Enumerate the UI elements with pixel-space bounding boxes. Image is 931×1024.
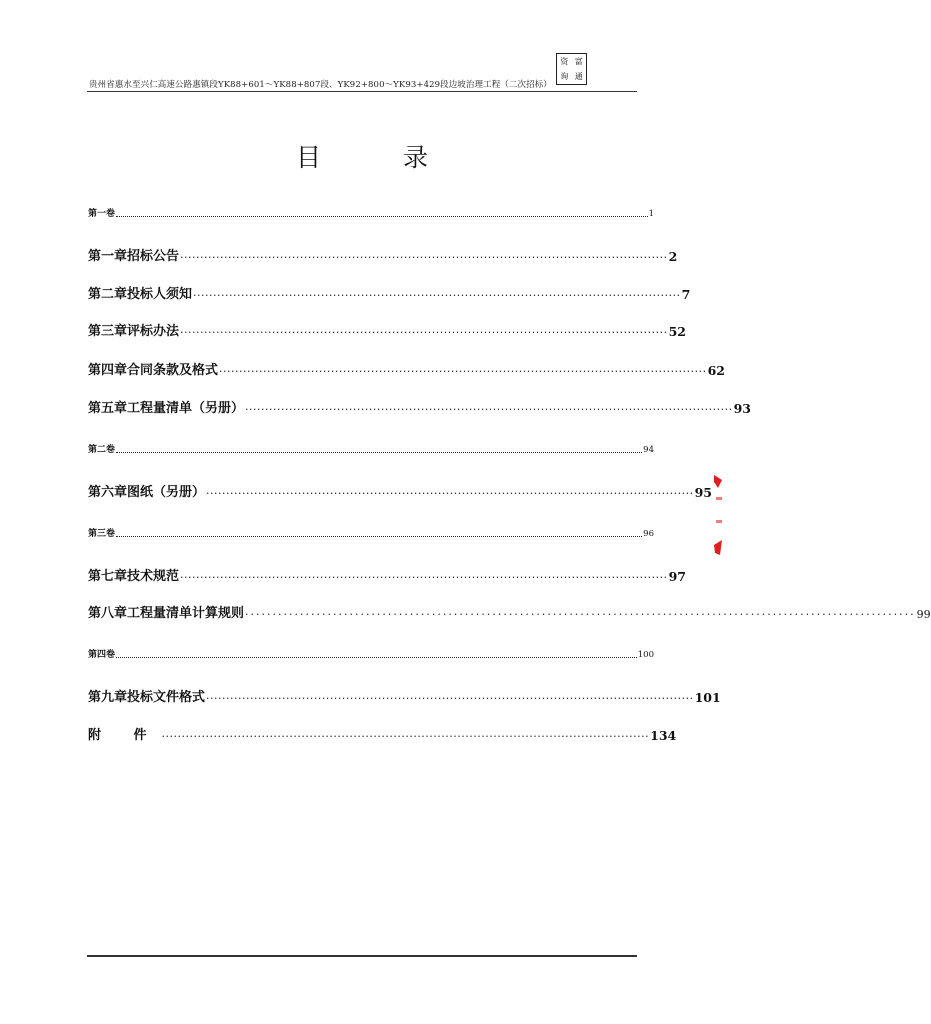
toc-chapter-4[interactable] xyxy=(88,360,726,378)
leader-dots: ·························································································································· xyxy=(245,608,916,621)
toc-chapter-8[interactable] xyxy=(88,603,931,621)
toc-chapter-7[interactable] xyxy=(88,566,687,584)
toc-page: 52 xyxy=(668,324,687,339)
leader-dots: ·························································································································· xyxy=(206,487,694,500)
leader-dots xyxy=(116,528,642,537)
toc-label: 第六章图纸（另册） xyxy=(88,485,206,500)
toc-label: 第一卷 xyxy=(88,209,116,219)
toc-page: 93 xyxy=(733,401,752,416)
toc-label: 第三卷 xyxy=(88,529,116,539)
leader-dots: ·························································································································· xyxy=(219,365,707,378)
toc-label: 第五章工程量清单（另册） xyxy=(88,401,245,416)
toc-chapter-2[interactable] xyxy=(88,284,691,302)
leader-dots: ·························································································································· xyxy=(180,571,668,584)
toc-volume-1[interactable] xyxy=(88,207,654,219)
toc-page: 7 xyxy=(681,287,691,302)
toc-page: 134 xyxy=(650,728,677,743)
toc-volume-3[interactable] xyxy=(88,527,654,539)
leader-dots: ·························································································································· xyxy=(193,289,681,302)
leader-dots: ·························································································································· xyxy=(245,403,733,416)
toc-chapter-9[interactable] xyxy=(88,687,721,705)
toc-page: 62 xyxy=(707,363,726,378)
footer-rule xyxy=(87,955,637,957)
leader-dots: ·························································································································· xyxy=(161,730,650,743)
toc-appendix[interactable] xyxy=(88,725,677,743)
running-header: 贵州省惠水至兴仁高速公路惠镇段YK88+601～YK88+807段、YK92+800～YK93+429段边坡治理工程（二次招标） xyxy=(89,80,552,90)
company-logo: 资 富 询 通 xyxy=(556,53,587,85)
toc-page: 99 xyxy=(916,608,931,621)
toc-chapter-6[interactable] xyxy=(88,482,713,500)
toc-label: 第九章投标文件格式 xyxy=(88,690,206,705)
leader-dots xyxy=(116,649,637,658)
red-stamp-mark xyxy=(712,470,724,560)
toc-page: 95 xyxy=(694,485,713,500)
leader-dots: ·························································································································· xyxy=(180,251,668,264)
toc-page: 2 xyxy=(668,249,678,264)
toc-label: 第八章工程量清单计算规则 xyxy=(88,606,245,621)
toc-page: 94 xyxy=(643,445,654,455)
toc-label: 第二卷 xyxy=(88,445,116,455)
toc-volume-4[interactable] xyxy=(88,648,654,660)
toc-label: 第一章招标公告 xyxy=(88,249,180,264)
toc-label: 附 件 xyxy=(88,728,161,743)
toc-chapter-3[interactable] xyxy=(88,321,687,339)
header-rule xyxy=(87,91,637,92)
toc-page: 97 xyxy=(668,569,687,584)
toc-volume-2[interactable] xyxy=(88,443,654,455)
leader-dots xyxy=(116,444,642,453)
toc-page: 100 xyxy=(637,650,654,660)
toc-chapter-1[interactable] xyxy=(88,246,678,264)
toc-page: 1 xyxy=(648,209,654,219)
toc-label: 第二章投标人须知 xyxy=(88,287,193,302)
toc-label: 第三章评标办法 xyxy=(88,324,180,339)
toc-page: 96 xyxy=(643,529,654,539)
leader-dots: ·························································································································· xyxy=(180,326,668,339)
leader-dots: ·························································································································· xyxy=(206,692,694,705)
leader-dots xyxy=(116,208,648,217)
toc-label: 第四章合同条款及格式 xyxy=(88,363,219,378)
toc-page: 101 xyxy=(694,690,721,705)
toc-label: 第四卷 xyxy=(88,650,116,660)
toc-chapter-5[interactable] xyxy=(88,398,752,416)
page-title: 目 录 xyxy=(296,143,465,172)
toc-label: 第七章技术规范 xyxy=(88,569,180,584)
